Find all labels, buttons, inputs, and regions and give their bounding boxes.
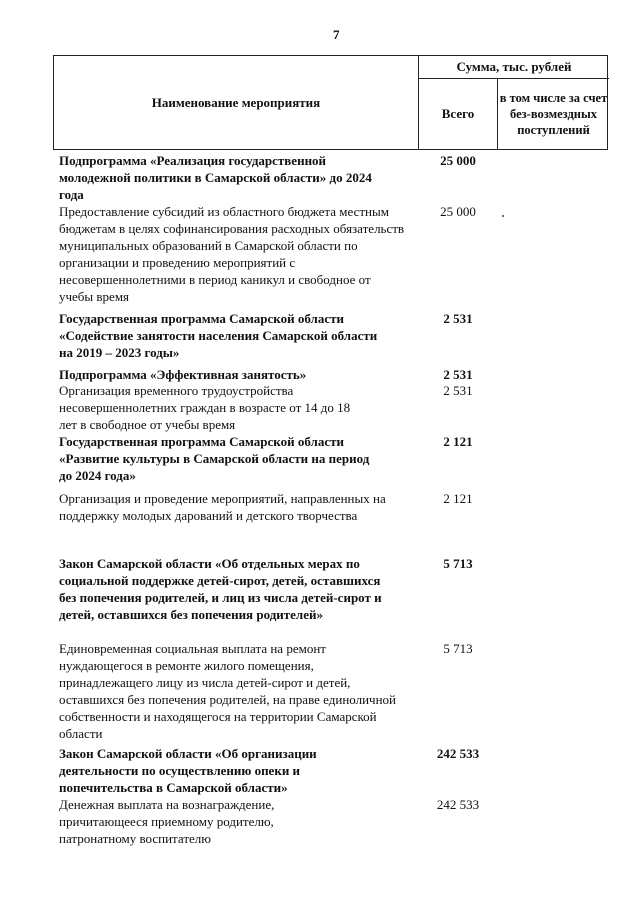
row-text: Организация и проведение мероприятий, направленных на поддержку молодых дарований и детского творчества <box>59 491 386 523</box>
row-text: Подпрограмма «Эффективная занятость» <box>59 367 307 382</box>
row-amount: 2 531 <box>443 311 473 326</box>
budget-table <box>53 55 608 846</box>
row-amount: 5 713 <box>443 641 473 656</box>
row-amount: 2 121 <box>443 491 473 506</box>
row-amount: 242 533 <box>436 797 480 812</box>
row-text: Денежная выплата на вознаграждение, причитающееся приемному родителю, патронатному воспитателю <box>59 797 275 846</box>
row-text: Организация временного трудоустройства несовершеннолетних граждан в возрасте от 14 до 18 лет в свободное от учебы время <box>59 383 351 432</box>
row-text: Единовременная социальная выплата на ремонт нуждающегося в ремонте жилого помещения, принадлежащего лицу из числа детей-сирот и детей, оставшихся без попечения родителей, на праве единоличной собственности и находящегося на территории Самарской области <box>59 641 397 741</box>
row-text: Закон Самарской области «Об организации деятельности по осуществлению опеки и попечительства в Самарской области» <box>59 746 317 795</box>
row-amount: 2 121 <box>443 434 473 449</box>
row-amount: 5 713 <box>443 556 473 571</box>
scan-speck <box>502 215 504 217</box>
header-name-column: Наименование мероприятия <box>54 56 419 149</box>
header-including-column: в том числе за счет без-возмездных поступлений <box>499 91 608 137</box>
row-text: Государственная программа Самарской области «Содействие занятости населения Самарской области на 2019 – 2023 годы» <box>59 311 378 360</box>
table-header <box>53 55 608 150</box>
row-text: Подпрограмма «Реализация государственной молодежной политики в Самарской области» до 2024 года <box>59 153 372 202</box>
row-text: Государственная программа Самарской области «Развитие культуры в Самарской области на период до 2024 года» <box>59 434 370 483</box>
row-text: Предоставление субсидий из областного бюджета местным бюджетам в целях софинансирования расходных обязательств муниципальных образований в Самарской области по организации и проведению мероприятий с несовершеннолетними в период каникул и свободное от учебы время <box>59 204 405 304</box>
row-text: Закон Самарской области «Об отдельных мерах по социальной поддержке детей-сирот, детей, оставшихся без попечения родителей, и лиц из числа детей-сирот и детей, оставшихся без попечения родителей» <box>59 556 382 622</box>
row-amount: 242 533 <box>436 746 480 761</box>
header-total-column: Всего <box>419 79 498 149</box>
row-amount: 25 000 <box>440 153 476 168</box>
row-amount: 2 531 <box>443 367 473 382</box>
header-sum-column: Сумма, тыс. рублей <box>419 56 609 79</box>
page-number: 7 <box>333 27 340 42</box>
row-amount: 2 531 <box>443 383 473 398</box>
row-amount: 25 000 <box>440 204 476 219</box>
